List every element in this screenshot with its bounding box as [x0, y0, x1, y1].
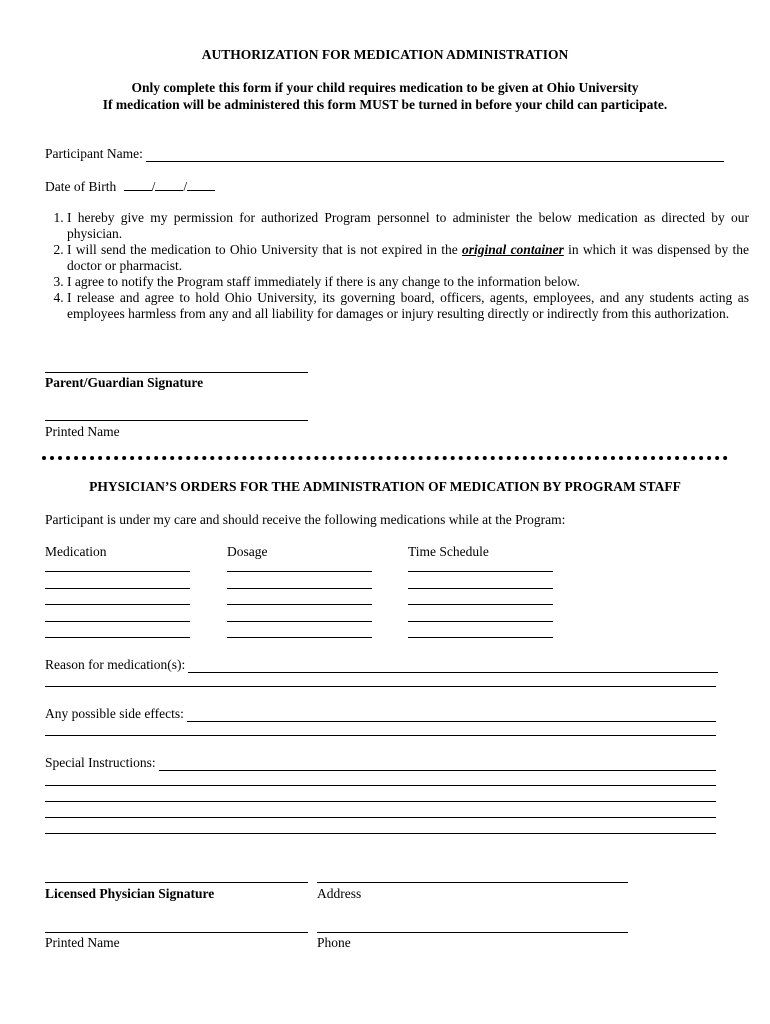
participant-name-row [45, 146, 724, 162]
time-schedule-field[interactable] [408, 588, 553, 589]
dob-separator: / [183, 179, 188, 194]
dosage-field[interactable] [227, 604, 372, 605]
guardian-printed-name-label: Printed Name [45, 424, 120, 439]
dob-year-field[interactable] [187, 178, 215, 191]
physician-printed-name-field[interactable] [45, 932, 308, 933]
term-text-1: I hereby give my permission for authorized Program personnel to administer the below medication as directed by our physician. [67, 210, 749, 241]
address-label: Address [317, 886, 362, 901]
guardian-signature-label: Parent/Guardian Signature [45, 375, 204, 390]
term-item-3 [67, 274, 749, 290]
dob-day-field[interactable] [155, 178, 183, 191]
side-effects-label: Any possible side effects: [45, 706, 184, 721]
side-effects-row [45, 706, 716, 722]
col-header-dosage: Dosage [227, 544, 268, 559]
term-item-4 [67, 290, 749, 322]
medication-field[interactable] [45, 637, 190, 638]
time-schedule-field[interactable] [408, 571, 553, 572]
term-text-3: I agree to notify the Program staff immediately if there is any change to the information below. [67, 274, 580, 289]
term-text-4: I release and agree to hold Ohio University, its governing board, officers, agents, employees, and any students acting as employees harmless from any and all liability for damages or injury resulting directly or indirectly from this authorization. [67, 290, 749, 321]
side-effects-field[interactable] [187, 709, 716, 722]
physician-intro: Participant is under my care and should receive the following medications while at the Program: [45, 512, 566, 527]
guardian-signature-field[interactable] [45, 372, 308, 373]
side-effects-field-continued[interactable] [45, 735, 716, 736]
phone-label: Phone [317, 935, 351, 950]
dosage-field[interactable] [227, 621, 372, 622]
term-text-2b: in which it was dispensed by the doctor or pharmacist. [67, 242, 749, 273]
special-instructions-field[interactable] [159, 758, 716, 771]
reason-label: Reason for medication(s): [45, 657, 186, 672]
dob-month-field[interactable] [124, 178, 152, 191]
special-instructions-field-continued[interactable] [45, 817, 716, 818]
reason-field[interactable] [188, 660, 718, 673]
special-instructions-label: Special Instructions: [45, 755, 156, 770]
special-instructions-field-continued[interactable] [45, 801, 716, 802]
participant-name-label: Participant Name: [45, 146, 143, 161]
form-title: AUTHORIZATION FOR MEDICATION ADMINISTRATION [201, 47, 569, 62]
special-instructions-field-continued[interactable] [45, 833, 716, 834]
guardian-printed-name-field[interactable] [45, 420, 308, 421]
instruction-line-2: If medication will be administered this form MUST be turned in before your child can participate. [102, 97, 668, 112]
col-header-medication: Medication [45, 544, 107, 559]
participant-name-field[interactable] [146, 149, 724, 162]
physician-section-title: PHYSICIAN’S ORDERS FOR THE ADMINISTRATION OF MEDICATION BY PROGRAM STAFF [89, 479, 681, 494]
col-header-time-schedule: Time Schedule [408, 544, 489, 559]
reason-row [45, 657, 718, 673]
reason-field-continued[interactable] [45, 686, 716, 687]
dob-row [45, 178, 215, 195]
time-schedule-field[interactable] [408, 604, 553, 605]
term-text-2a: I will send the medication to Ohio University that is not expired in the [67, 242, 463, 257]
dob-label: Date of Birth [45, 179, 117, 194]
physician-signature-label: Licensed Physician Signature [45, 886, 215, 901]
term-item-1 [67, 210, 749, 242]
time-schedule-field[interactable] [408, 621, 553, 622]
physician-signature-field[interactable] [45, 882, 308, 883]
physician-printed-name-label: Printed Name [45, 935, 120, 950]
dob-separator: / [151, 179, 156, 194]
medication-field[interactable] [45, 588, 190, 589]
special-instructions-field-continued[interactable] [45, 785, 716, 786]
instruction-line-1: Only complete this form if your child requires medication to be given at Ohio University [131, 80, 639, 95]
medication-field[interactable] [45, 604, 190, 605]
phone-field[interactable] [317, 932, 628, 933]
address-field[interactable] [317, 882, 628, 883]
dosage-field[interactable] [227, 588, 372, 589]
medication-field[interactable] [45, 621, 190, 622]
terms-list [45, 210, 749, 322]
time-schedule-field[interactable] [408, 637, 553, 638]
special-instructions-row [45, 755, 716, 771]
medication-field[interactable] [45, 571, 190, 572]
dosage-field[interactable] [227, 571, 372, 572]
term-emphasis: original container [462, 242, 564, 257]
term-item-2 [67, 242, 749, 274]
section-divider [42, 456, 728, 460]
dosage-field[interactable] [227, 637, 372, 638]
